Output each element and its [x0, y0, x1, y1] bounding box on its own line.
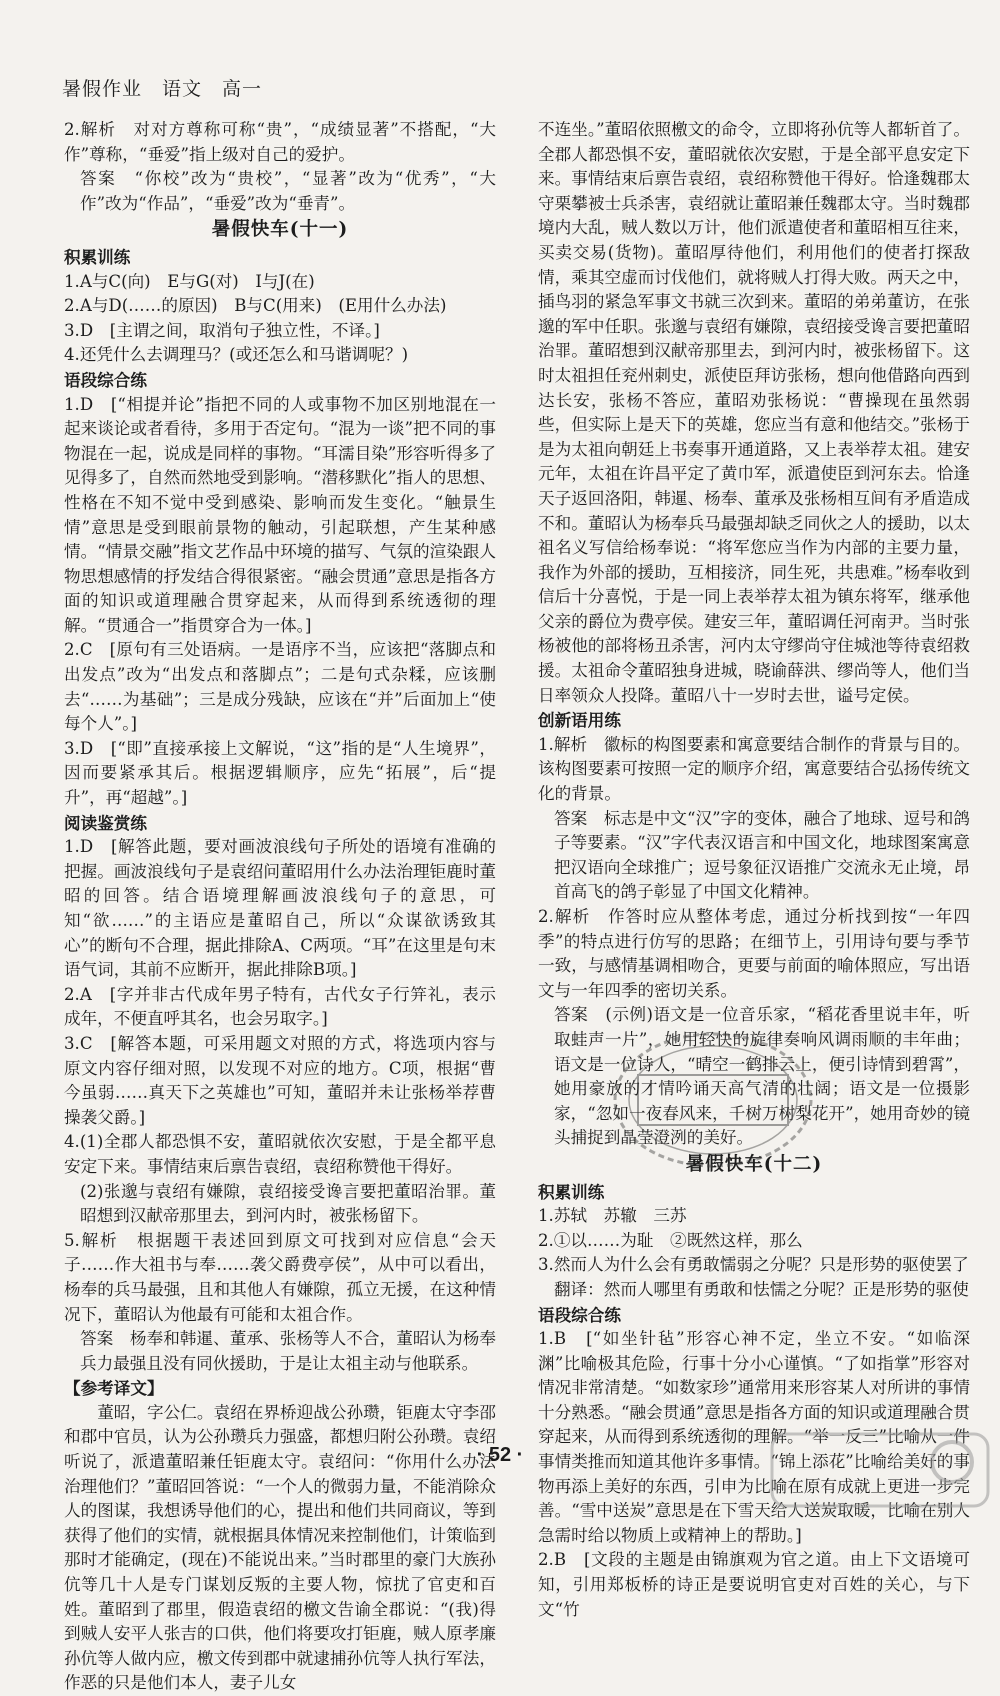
paragraph: 2.A [字并非古代成年男子特有，古代女子行笄礼，表示成年，不便直呼其名，也会另取字。]: [64, 984, 496, 1029]
subsection-heading: 积累训练: [538, 1181, 605, 1202]
paragraph: 2.解析 对对方尊称可称“贵”，“成绩显著”不搭配，“大作”尊称，“垂爱”指上级对自己的爱护。: [64, 120, 496, 164]
paragraph: 答案 杨奉和韩暹、董承、张杨等人不合，董昭认为杨奉兵力最强且没有同伙援助，于是让太祖主动与他联系。: [80, 1329, 496, 1373]
paragraph: 不连坐。”董昭依照檄文的命令，立即将孙伉等人都斩首了。全郡人都恐惧不安，董昭就依次安慰，于是全部平息安定下来。事情结束后禀告袁绍，袁绍称赞他干得好。恰逢魏郡太守栗攀被士兵杀害，袁绍就让董昭兼任魏郡太守。当时魏郡境内大乱，贼人数以万计，他们派遣使者和董昭相互往来，买卖交易(货物)。董昭厚待他们，利用他们的使者打探敌情，乘其空虚而讨伐他们，就将贼人打得大败。两天之中，插鸟羽的紧急军事文书就三次到来。董昭的弟弟董访，在张邈的军中任职。张邈与袁绍有嫌隙，袁绍接受谗言要把董昭治罪。董昭想到汉献帝那里去，到河内时，被张杨留下。这时太祖担任兖州刺史，派使臣拜访张杨，想向他借路向西到达长安，张杨不答应，董昭劝张杨说：“曹操现在虽然弱些，但实际上是天下的英雄，您应当有意和他结交。”张杨于是为太祖向朝廷上书奏事开通道路，又上表举荐太祖。建安元年，太祖在许昌平定了黄巾军，派遣使臣到河东去。恰逢天子返回洛阳，韩暹、杨奉、董承及张杨相互间有矛盾造成不和。董昭认为杨奉兵马最强却缺乏同伙之人的援助，以太祖名义写信给杨奉说：“将军您应当作为内部的主要力量，我作为外部的援助，互相接济，同生死，共患难。”杨奉收到信后十分喜悦，于是一同上表举荐太祖为镇东将军，继承他父亲的爵位为费亭侯。建安三年，董昭调任河南尹。当时张杨被他的部将杨丑杀害，河内太守缪尚守住城池等待袁绍救援。太祖命令董昭独身进城，晓谕薛洪、缪尚等人，他们当日率领众人投降。董昭八十一岁时去世，谥号定侯。: [538, 120, 970, 705]
paragraph: 3.C [解答本题，可采用题文对照的方式，将选项内容与原文内容仔细对照，以发现不对应的地方。C项，根据“曹今虽弱……真天下之英雄也”可知，董昭并未让张杨举荐曹操袭父爵。]: [64, 1033, 496, 1127]
paragraph: 5.解析 根据题干表述回到原文可找到对应信息“会天子……作大祖书与奉……袭父爵费亭侯”，从中可以看出，杨奉的兵马最强，且和其他人有嫌隙，孤立无援，在这种情况下，董昭认为他最有可能和太祖合作。: [64, 1230, 496, 1324]
paragraph: 3.D [主谓之间，取消句子独立性，不译。]: [64, 320, 380, 340]
paragraph: 答案 “你校”改为“贵校”，“显著”改为“优秀”，“大作”改为“作品”，“垂爱”改为“垂青”。: [80, 169, 496, 213]
seal-stamp-icon: [608, 1025, 818, 1175]
subsection-heading: 阅读鉴赏练: [64, 812, 147, 833]
page-number: · 52 ·: [476, 1444, 524, 1466]
paragraph: 1.D [“相提并论”指把不同的人或事物不加区别地混在一起来谈论或者看待，多用于否定句。“混为一谈”把不同的事物混在一起，说成是同样的事物。“耳濡目染”形容听得多了见得多了，自然而然地受到影响。“潜移默化”指人的思想、性格在不知不觉中受到感染、影响而发生变化。“触景生情”意思是受到眼前景物的触动，引起联想，产生某种感情。“情景交融”指文艺作品中环境的描写、气氛的渲染跟人物思想感情的抒发结合得很紧密。“融会贯通”意思是指各方面的知识或道理融合贯穿起来，从而得到系统透彻的理解。“贯通合一”指贯穿合为一体。]: [64, 394, 496, 635]
subsection-heading: 创新语用练: [538, 710, 621, 731]
paragraph: 3.D [“即”直接承接上文解说，“这”指的是“人生境界”，因而要紧承其后。根据逻辑顺序，应先“拓展”，后“提升”，再“超越”。]: [64, 738, 496, 808]
subsection-heading: 语段综合练: [538, 1304, 621, 1325]
right-column: [538, 118, 970, 1622]
section-title: 暑假快车(十一): [211, 219, 349, 241]
paragraph: 1.A与C(向) E与G(对) I与J(在): [64, 271, 315, 291]
paragraph: 1.D [解答此题，要对画波浪线句子所处的语境有准确的把握。画波浪线句子是袁绍问董昭用什么办法治理钜鹿时董昭的回答。结合语境理解画波浪线句子的意思，可知“欲……”的主语应是董昭自己，所以“众谋欲诱致其心”的断句不合理，据此排除A、C两项。“耳”在这里是句末语气词，其前不应断开，据此排除B项。]: [64, 837, 496, 980]
paragraph: 2.B [文段的主题是由锦旗观为官之道。由上下文语境可知，引用郑板桥的诗正是要说明官吏对百姓的关心，与下文“竹: [538, 1550, 970, 1619]
paragraph: 2.A与D(……的原因) B与C(用来) (E用什么办法): [64, 296, 447, 316]
paragraph: 4.(1)全郡人都恐惧不安，董昭就依次安慰，于是全都平息安定下来。事情结束后禀告袁绍，袁绍称赞他干得好。: [64, 1132, 496, 1176]
reference-heading: 【参考译文】: [64, 1378, 164, 1399]
subsection-heading: 积累训练: [64, 246, 131, 267]
subsection-heading: 语段综合练: [64, 369, 147, 390]
paragraph: 2.①以……为耻 ②既然这样，那么: [538, 1230, 803, 1250]
paragraph: (2)张邈与袁绍有嫌隙，袁绍接受谗言要把董昭治罪。董昭想到汉献帝那里去，到河内时，被张杨留下。: [80, 1181, 496, 1226]
page-header: 暑假作业 语文 高一: [62, 78, 263, 100]
paragraph: 2.解析 作答时应从整体考虑，通过分析找到按“一年四季”的特点进行仿写的思路；在细节上，引用诗句要与季节一致，与感情基调相吻合，更要与前面的喻体照应，写出语文与一年四季的密切关系。: [538, 907, 970, 1000]
paragraph: 翻译：然而人哪里有勇敢和怯懦之分呢？正是形势的驱使: [554, 1279, 969, 1299]
paragraph: 2.C [原句有三处语病。一是语序不当，应该把“落脚点和出发点”改为“出发点和落脚点”；二是句式杂糅，应该删去“……为基础”；三是成分残缺，应该在“并”后面加上“使每个人”。]: [64, 640, 496, 734]
paragraph: 董昭，字公仁。袁绍在界桥迎战公孙瓒，钜鹿太守李邵和郡中官员，认为公孙瓒兵力强盛，都想归附公孙瓒。袁绍听说了，派遣董昭兼任钜鹿太守。袁绍问：“你用什么办法治理他们？”董昭回答说：“一个人的微弱力量，不能消除众人的图谋，我想诱导他们的心，提出和他们共同商议，等到获得了他们的实情，就根据具体情况来控制他们，计策临到那时才能确定，(现在)不能说出来。”当时郡里的豪门大族孙伉等几十人是专门谋划反叛的主要人物，惊扰了官吏和百姓。董昭到了郡里，假造袁绍的檄文告谕全郡说：“(我)得到贼人安平人张吉的口供，他们将要攻打钜鹿，贼人原孝廉孙伉等人做内应，檄文传到郡中就逮捕孙伉等人执行军法，作恶的只是他们本人，妻子儿女: [64, 1402, 496, 1693]
paragraph: 答案 标志是中文“汉”字的变体，融合了地球、逗号和鸽子等要素。“汉”字代表汉语言和中国文化，地球图案寓意把汉语向全球推广；逗号象征汉语推广交流永无止境，昂首高飞的鸽子彰显了中国文化精神。: [554, 808, 970, 902]
paragraph: 4.还凭什么去调理马？(或还怎么和马谐调呢？): [64, 345, 409, 365]
paragraph: 3.然而人为什么会有勇敢懦弱之分呢？只是形势的驱使罢了: [538, 1255, 969, 1275]
section-title: 暑假快车(十二): [685, 1153, 823, 1175]
paragraph: 答案 (示例)语文是一位音乐家，“稻花香里说丰年，听取蛙声一片”，她用轻快的旋律奏响风调雨顺的丰年曲；语文是一位诗人，“晴空一鹤排云上，便引诗情到碧霄”，她用豪放的才情吟诵天高气清的壮阔；语文是一位摄影家，“忽如一夜春风来，千树万树梨花开”，她用奇妙的镜头捕捉到晶莹澄洌的美好。: [554, 1005, 970, 1148]
paragraph: 1.B [“如坐针毡”形容心神不定，坐立不安。“如临深渊”比喻极其危险，行事十分小心谨慎。“了如指掌”形容对情况非常清楚。“如数家珍”通常用来形容某人对所讲的事情十分熟悉。“融会贯通”意思是指各方面的知识或道理融合贯穿起来，从而得到系统透彻的理解。“举一反三”比喻从一件事情类推而知道其他许多事情。“锦上添花”比喻给美好的事物再添上美好的东西，引申为比喻在原有成就上更进一步完善。“雪中送炭”意思是在下雪天给人送炭取暖，比喻在别人急需时给以物质上或精神上的帮助。]: [538, 1329, 970, 1545]
paragraph: 1.苏轼 苏辙 三苏: [538, 1206, 687, 1226]
paragraph: 1.解析 徽标的构图要素和寓意要结合制作的背景与目的。该构图要素可按照一定的顺序介绍，寓意要结合弘扬传统文化的背景。: [538, 734, 970, 804]
